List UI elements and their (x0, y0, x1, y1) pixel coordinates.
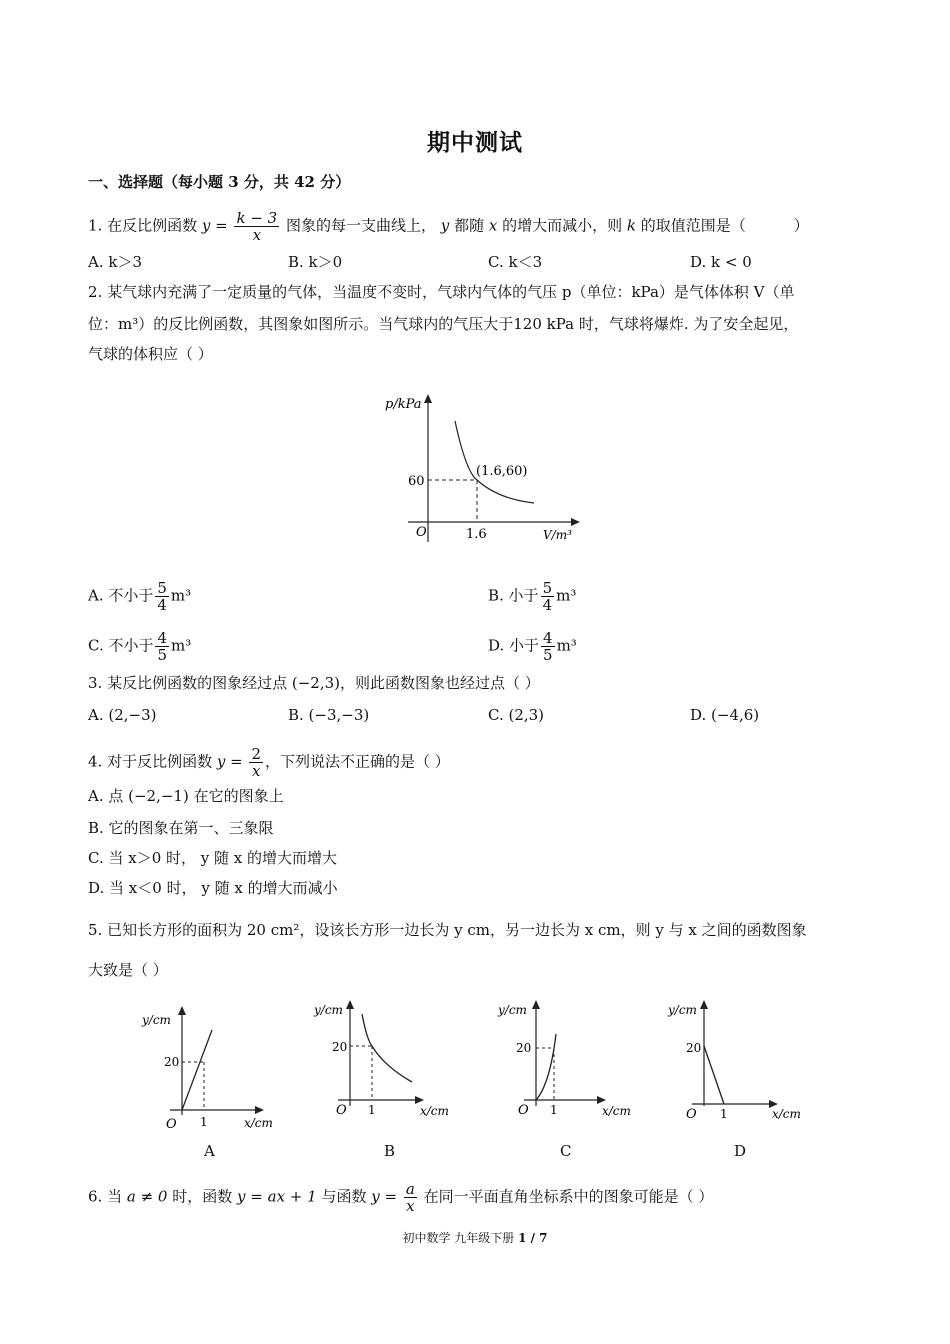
q1-text-d: 的取值范围是（ (640, 216, 746, 235)
q4-numerator: 2 (251, 745, 262, 763)
q3-option-b[interactable]: B. (−3,−3) (288, 706, 370, 724)
q5a-y-arrow-icon (178, 1006, 186, 1015)
q5a-line (182, 1030, 212, 1110)
q3-option-d[interactable]: D. (−4,6) (690, 706, 760, 724)
q1-text-c: 的增大而减小，则 (502, 216, 623, 235)
q5b-ylabel: y/cm (314, 1003, 343, 1017)
q4-option-d[interactable]: D. 当 x＜0 时， y 随 x 的增大而减小 (88, 879, 338, 897)
q1-text-b: 都随 (454, 216, 485, 235)
q5d-ylabel: y/cm (668, 1003, 697, 1017)
q6-fraction (404, 1181, 417, 1214)
q4-denominator: x (252, 762, 261, 780)
q2-xlabel: V/m³ (543, 528, 572, 542)
q5b-ytick: 20 (332, 1040, 348, 1054)
q5c-y-arrow-icon (532, 1000, 540, 1009)
q5d-xlabel: x/cm (772, 1107, 801, 1121)
q6-text-2: 与函数 (321, 1187, 367, 1206)
page-number: 1 / 7 (518, 1231, 548, 1245)
q2-option-d[interactable] (488, 630, 577, 663)
q5c-curve (536, 1034, 556, 1100)
q6-denominator: x (406, 1197, 415, 1215)
q5-caption-d[interactable]: D (734, 1142, 747, 1160)
q6-linear-fn: y = ax + 1 (237, 1187, 317, 1206)
q2-option-b[interactable] (488, 580, 576, 613)
q2-c-den: 5 (157, 646, 168, 664)
q2-ylabel: p/kPa (385, 397, 422, 412)
q4-option-b[interactable]: B. 它的图象在第一、三象限 (88, 819, 274, 837)
q6-numerator: a (405, 1180, 415, 1198)
q2-x-arrow-icon (571, 518, 580, 526)
q1-y-eq: y = (201, 216, 228, 235)
q3-option-c[interactable]: C. (2,3) (488, 706, 545, 724)
q2-a-unit: m³ (170, 586, 192, 605)
q2-a-num: 5 (157, 579, 167, 597)
q5b-xtick: 1 (368, 1103, 376, 1117)
question-1 (88, 210, 809, 243)
q5-caption-a[interactable]: A (204, 1142, 215, 1160)
q4-suffix: ，下列说法不正确的是（ ） (265, 752, 450, 771)
q5a-origin: O (166, 1117, 177, 1132)
q5b-x-arrow-icon (415, 1096, 424, 1104)
q1-option-a[interactable]: A. k＞3 (88, 253, 143, 271)
q5a-ytick: 20 (164, 1055, 180, 1069)
q6-prefix: 6. 当 (88, 1187, 123, 1206)
q2-c-unit: m³ (171, 636, 192, 655)
q5-graph-b (312, 994, 462, 1130)
q5b-curve (362, 1014, 412, 1082)
q5-graph-a (140, 1000, 290, 1136)
q1-var-k: k (626, 216, 636, 235)
q5d-y-arrow-icon (700, 1000, 708, 1009)
q1-denominator: x (252, 226, 262, 244)
footer-label: 初中数学 九年级下册 (402, 1231, 519, 1245)
q4-option-a[interactable]: A. 点 (−2,−1) 在它的图象上 (88, 787, 284, 805)
q5d-line (704, 1046, 724, 1104)
q6-condition: a ≠ 0 (126, 1187, 168, 1206)
q5a-x-arrow-icon (255, 1106, 264, 1114)
q2-d-den: 5 (543, 646, 553, 664)
q2-pressure-volume-graph (380, 392, 585, 552)
q5d-origin: O (686, 1107, 697, 1122)
q5d-xtick: 1 (720, 1107, 728, 1121)
q2-b-unit: m³ (556, 586, 577, 605)
q5b-y-arrow-icon (346, 1000, 354, 1009)
q5c-xlabel: x/cm (602, 1104, 631, 1118)
q2-curve (455, 421, 534, 503)
q2-option-a[interactable] (88, 580, 191, 613)
q4-option-c[interactable]: C. 当 x＞0 时， y 随 x 的增大而增大 (88, 849, 338, 867)
q5-caption-b[interactable]: B (384, 1142, 396, 1160)
q2-d-num: 4 (543, 629, 553, 647)
q4-fraction (249, 746, 263, 779)
q5-line-2: 大致是（ ） (88, 961, 168, 979)
q1-numerator: k − 3 (236, 209, 278, 227)
q1-option-d[interactable]: D. k < 0 (690, 253, 752, 271)
question-6 (88, 1181, 713, 1214)
q2-point-label: (1.6,60) (476, 464, 528, 479)
q2-c-pre: C. 不小于 (88, 636, 154, 655)
q6-y-eq: y = (371, 1187, 398, 1206)
q5a-ylabel: y/cm (142, 1013, 171, 1027)
q1-option-b[interactable]: B. k＞0 (288, 253, 343, 271)
q2-c-num: 4 (157, 629, 168, 647)
q2-b-pre: B. 小于 (488, 586, 539, 605)
q5d-ytick: 20 (686, 1041, 702, 1055)
q2-a-pre: A. 不小于 (88, 586, 154, 605)
q2-line-1: 2. 某气球内充满了一定质量的气体，当温度不变时，气球内气体的气压 p（单位：kPa）是气体体积 V（单 (88, 283, 795, 301)
q5c-xtick: 1 (550, 1103, 558, 1117)
q2-ytick: 60 (408, 474, 425, 489)
question-3: 3. 某反比例函数的图象经过点 (−2,3)，则此函数图象也经过点（ ） (88, 674, 540, 692)
q5-line-1: 5. 已知长方形的面积为 20 cm²，设该长方形一边长为 y cm，另一边长为 x cm，则 y 与 x 之间的函数图象 (88, 921, 807, 939)
q1-var-x: x (488, 216, 498, 235)
q2-d-unit: m³ (556, 636, 577, 655)
q2-xtick: 1.6 (466, 527, 487, 542)
q1-prefix: 1. 在反比例函数 (88, 216, 198, 235)
q3-option-a[interactable]: A. (2,−3) (88, 706, 157, 724)
q2-origin: O (416, 525, 427, 540)
q5c-ytick: 20 (516, 1041, 532, 1055)
q1-var-y: y (440, 216, 450, 235)
page-footer (0, 1229, 950, 1246)
q5-graph-d (666, 994, 816, 1130)
q6-text-1: 时，函数 (172, 1187, 233, 1206)
q4-prefix: 4. 对于反比例函数 (88, 752, 213, 771)
q5a-xlabel: x/cm (244, 1116, 273, 1130)
q5a-xtick: 1 (200, 1115, 208, 1129)
q4-y-eq: y = (216, 752, 243, 771)
q5c-x-arrow-icon (597, 1096, 606, 1104)
q5c-ylabel: y/cm (498, 1003, 527, 1017)
q5b-xlabel: x/cm (420, 1104, 449, 1118)
q5c-origin: O (518, 1103, 529, 1118)
q1-close: ） (793, 216, 809, 235)
q1-text-a: 图象的每一支曲线上， (286, 216, 437, 235)
q2-y-arrow-icon (424, 394, 432, 403)
question-4 (88, 746, 450, 779)
q1-fraction (234, 210, 279, 243)
q2-b-num: 5 (542, 579, 553, 597)
q5-caption-c[interactable]: C (560, 1142, 572, 1160)
q2-line-2: 位：m³）的反比例函数，其图象如图所示。当气球内的气压大于120 kPa 时，气球将爆炸. 为了安全起见， (88, 315, 799, 333)
q6-suffix: 在同一平面直角坐标系中的图象可能是（ ） (423, 1187, 714, 1206)
q5-graph-c (492, 994, 642, 1130)
section-heading: 一、选择题（每小题 3 分，共 42 分） (88, 173, 351, 191)
q5b-origin: O (336, 1103, 347, 1118)
q2-line-3: 气球的体积应（ ） (88, 345, 213, 363)
q1-option-c[interactable]: C. k＜3 (488, 253, 543, 271)
q2-option-c[interactable] (88, 630, 191, 663)
page-title: 期中测试 (427, 129, 523, 156)
q2-b-den: 4 (542, 596, 553, 614)
q2-a-den: 4 (157, 596, 167, 614)
q2-d-pre: D. 小于 (488, 636, 540, 655)
